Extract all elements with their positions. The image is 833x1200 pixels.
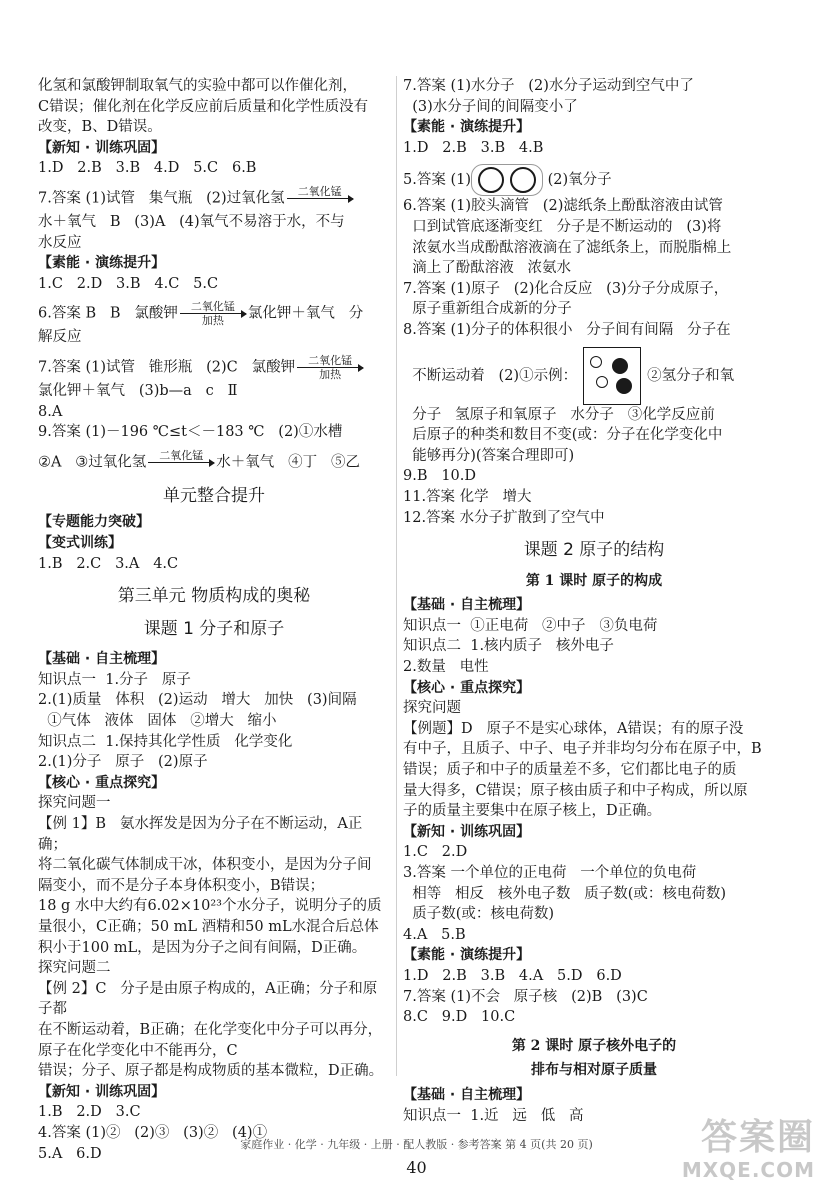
reaction-arrow (148, 449, 214, 476)
section-heading: 【基础 · 自主梳理】 (38, 651, 166, 668)
text-line: 积小于100 mL，是因为分子之间有间隔，D正确。 (38, 939, 367, 956)
answer-line: 11.答案 化学 增大 (403, 488, 532, 505)
text-line: 知识点二 1.保持其化学性质 化学变化 (38, 733, 293, 750)
text-line: C错误；催化剂在化学反应前后质量和化学性质没有 (38, 98, 369, 115)
answer-line: 7.答案 (1)不会 原子核 (2)B (3)C (403, 988, 648, 1005)
text-line: 【例题】D 原子不是实心球体，A错误；有的原子没 (403, 720, 744, 737)
text-line: 【例 1】B 氨水挥发是因为分子在不断运动，A正确； (38, 816, 363, 853)
text-line: 在不断运动着，B正确；在化学变化中分子可以再分， (38, 1021, 383, 1038)
answer-line: 5.A 6.D (38, 1145, 102, 1162)
text-line: 隔变小，而不是分子本身体积变小，B错误； (38, 877, 325, 894)
text-line: 知识点二 1.核内质子 核外电子 (403, 638, 614, 655)
section-heading: 【素能 · 演练提升】 (403, 947, 531, 964)
section-heading: 【新知 · 训练巩固】 (38, 139, 166, 156)
text-line: 知识点一 ①正电荷 ②中子 ③负电荷 (403, 617, 658, 634)
answer-line: 3.答案 一个单位的正电荷 一个单位的负电荷 (403, 865, 697, 881)
watermark-url: MXQE.COM (681, 1158, 815, 1182)
answer-line: 1.B 2.C 3.A 4.C (38, 555, 179, 572)
text-line: 分子 氢原子和氧原子 水分子 ③化学反应前 (403, 406, 715, 423)
lesson-title: 排布与相对原子质量 (531, 1062, 657, 1079)
answer-text: ②氢分子和氧 (647, 367, 735, 384)
watermark-logo (682, 1118, 815, 1182)
text-line: 探究问题一 (38, 795, 111, 812)
answer-line: 9.B 10.D (403, 468, 477, 485)
answer-text: 5.答案 (1) (403, 172, 471, 189)
atom-ring-icon (478, 167, 504, 193)
text-line: 知识点一 1.近 远 低 高 (403, 1107, 584, 1124)
text-line: 氯化钾＋氧气 (3)b—a c Ⅱ (38, 382, 238, 399)
section-heading: 【基础 · 自主梳理】 (403, 1086, 531, 1103)
page-number: 40 (406, 1158, 427, 1177)
answer-line: 8.C 9.D 10.C (403, 1009, 516, 1026)
answer-text: 氯化钾＋氧气 分 (247, 305, 364, 322)
answer-line (38, 185, 390, 212)
text-line: 将二氧化碳气体制成干冰，体积变小，是因为分子间 (38, 857, 372, 874)
text-line: 水反应 (38, 234, 82, 251)
answer-line: 4.答案 (1)② (2)③ (3)② (4)① (38, 1124, 268, 1141)
answer-line (403, 164, 785, 196)
text-line: 化氢和氯酸钾制取氧气的实验中都可以作催化剂， (38, 78, 357, 94)
section-heading: 【基础 · 自主梳理】 (403, 597, 531, 614)
section-heading: 【变式训练】 (38, 534, 122, 551)
answer-line: 1.D 2.B 3.B 4.B (403, 139, 544, 156)
answer-line: 1.D 2.B 3.B 4.D 5.C 6.B (38, 160, 257, 177)
section-heading: 【素能 · 演练提升】 (38, 255, 166, 272)
oxygen-atom-icon (616, 378, 632, 394)
section-heading: 【专题能力突破】 (38, 514, 150, 531)
text-line: 质子数(或：核电荷数) (403, 906, 555, 923)
unit-review-title: 单元整合提升 (163, 485, 265, 506)
text-line: 【例 2】C 分子是由原子构成的，A正确；分子和原子都 (38, 980, 378, 1018)
answer-line: 9.答案 (1)－196 ℃≤t＜－183 ℃ (2)①水槽 (38, 424, 343, 441)
answer-text: 不断运动着 (2)①示例： (403, 367, 578, 384)
answer-line (38, 300, 390, 327)
section-heading: 【核心 · 重点探究】 (403, 679, 531, 696)
catalyst-label: 二氧化锰 (297, 184, 342, 198)
reaction-arrow (180, 300, 246, 327)
lesson-title: 第 2 课时 原子核外电子的 (511, 1037, 677, 1054)
answer-text: 7.答案 (1)试管 锥形瓶 (2)C 氯酸钾 (38, 359, 296, 376)
text-line: 原子在化学变化中不能再分，C (38, 1042, 238, 1059)
text-line: 能够再分)(答案合理即可) (403, 447, 575, 464)
answer-line: 1.B 2.D 3.C (38, 1104, 141, 1121)
answer-line (403, 347, 785, 405)
answer-text: 7.答案 (1)试管 集气瓶 (2)过氧化氢 (38, 190, 285, 207)
condition-label: 加热 (319, 367, 342, 381)
column-divider (396, 76, 397, 1076)
arrow-icon (287, 198, 353, 199)
answer-line: 4.A 5.B (403, 926, 466, 943)
text-line: 水＋氧气 B (3)A (4)氧气不易溶于水，不与 (38, 213, 345, 230)
answer-text: 水＋氧气 ④丁 ⑤乙 (216, 454, 360, 471)
arrow-icon (297, 367, 363, 368)
text-line: 口到试管底逐渐变红 分子是不断运动的 (3)将 (403, 218, 722, 235)
oxygen-atom-icon (612, 358, 628, 374)
text-line: 原子重新组合成新的分子 (403, 301, 572, 318)
text-line: 2.(1)分子 原子 (2)原子 (38, 754, 208, 771)
hydrogen-atom-icon (590, 356, 602, 368)
answer-text: (2)氧分子 (547, 172, 612, 189)
arrow-icon (148, 462, 214, 463)
topic-title: 课题 2 原子的结构 (523, 540, 665, 561)
text-line: 18 g 水中大约有6.02×10²³个水分子，说明分子的质 (38, 898, 382, 915)
text-line: 子的质量主要集中在原子核上，D正确。 (403, 803, 662, 820)
text-line: 改变，B、D错误。 (38, 119, 162, 136)
reaction-arrow (297, 354, 363, 381)
answer-line: 7.答案 (1)原子 (2)化合反应 (3)分子分成原子， (403, 280, 729, 297)
answer-line (38, 449, 390, 476)
text-line: 量大得多，C错误；原子核由质子和中子构成，所以原 (403, 782, 748, 799)
text-line: 错误；分子、原子都是构成物质的基本微粒，D正确。 (38, 1063, 384, 1080)
text-line: ①气体 液体 固体 ②增大 缩小 (38, 713, 277, 730)
atom-ring-icon (510, 167, 536, 193)
text-line: 浓氨水当成酚酞溶液滴在了滤纸条上，而脱脂棉上 (403, 239, 732, 256)
section-heading: 【新知 · 训练巩固】 (403, 823, 531, 840)
text-line: 2.(1)质量 体积 (2)运动 增大 加快 (3)间隔 (38, 692, 357, 709)
answer-line: 7.答案 (1)水分子 (2)水分子运动到空气中了 (403, 78, 694, 94)
section-heading: 【新知 · 训练巩固】 (38, 1083, 166, 1100)
catalyst-label: 二氧化锰 (190, 300, 235, 314)
answer-line (38, 354, 390, 381)
text-line: 解反应 (38, 329, 82, 346)
text-line: 有中子，且质子、中子、电子并非均匀分布在原子中，B (403, 741, 762, 758)
right-column (403, 76, 785, 1126)
answer-line: 8.A (38, 403, 63, 420)
text-line: 量很小，C正确；50 mL 酒精和50 mL水混合后总体 (38, 919, 379, 935)
text-line: 滴上了酚酞溶液 浓氨水 (403, 260, 572, 277)
oxygen-molecule-icon (471, 164, 543, 196)
answer-text: ②A ③过氧化氢 (38, 454, 147, 471)
answer-line: 1.C 2.D (403, 844, 468, 861)
text-line: 错误；质子和中子的质量差不多，它们都比电子的质 (403, 762, 737, 779)
answer-line: 8.答案 (1)分子的体积很小 分子间有间隔 分子在 (403, 321, 731, 338)
molecule-diagram-icon (583, 347, 641, 405)
catalyst-label: 二氧化锰 (159, 448, 204, 462)
watermark-text: 答案圈 (700, 1117, 815, 1158)
section-heading: 【素能 · 演练提升】 (403, 119, 531, 136)
answer-line: 1.C 2.D 3.B 4.C 5.C (38, 275, 219, 292)
text-line: 2.数量 电性 (403, 659, 489, 676)
catalyst-label: 二氧化锰 (308, 353, 353, 367)
text-line: (3)水分子间的间隔变小了 (403, 98, 578, 115)
unit-title: 第三单元 物质构成的奥秘 (117, 586, 311, 607)
condition-label: 加热 (201, 314, 224, 328)
topic-title: 课题 1 分子和原子 (143, 618, 285, 639)
answer-line: 1.D 2.B 3.B 4.A 5.D 6.D (403, 967, 622, 984)
reaction-arrow (287, 185, 353, 212)
hydrogen-atom-icon (596, 376, 608, 388)
text-line: 后原子的种类和数目不变(或：分子在化学变化中 (403, 427, 723, 444)
arrow-icon (180, 313, 246, 314)
answer-line: 12.答案 水分子扩散到了空气中 (403, 509, 605, 526)
text-line: 探究问题二 (38, 960, 111, 977)
section-heading: 【核心 · 重点探究】 (38, 774, 166, 791)
left-column (38, 76, 390, 1164)
answer-line: 6.答案 (1)胶头滴管 (2)滤纸条上酚酞溶液由试管 (403, 198, 723, 215)
lesson-title: 第 1 课时 原子的构成 (525, 572, 663, 589)
text-line: 知识点一 1.分子 原子 (38, 671, 191, 688)
text-line: 探究问题 (403, 700, 461, 717)
text-line: 相等 相反 核外电子数 质子数(或：核电荷数) (403, 885, 727, 902)
page-footer: 家庭作业 · 化学 · 九年级 · 上册 · 配人教版 · 参考答案 第 4 页(共 20 页) (240, 1138, 593, 1151)
answer-text: 6.答案 B B 氯酸钾 (38, 305, 178, 322)
